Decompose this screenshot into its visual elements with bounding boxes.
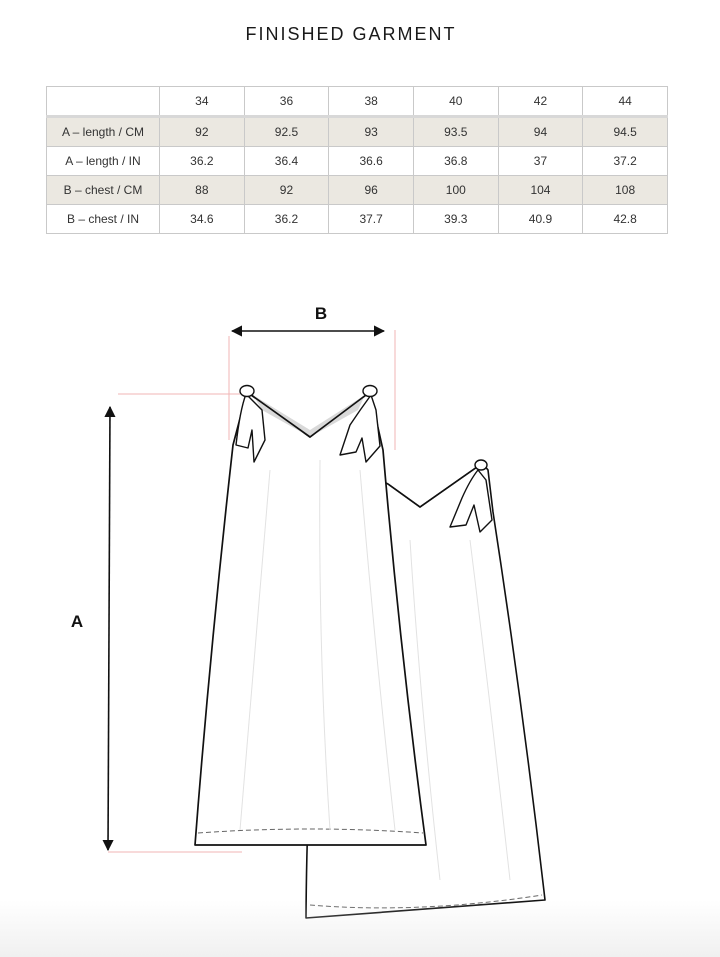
table-cell: 94 bbox=[498, 117, 583, 147]
front-dress-body bbox=[195, 392, 426, 845]
header-cell-size: 42 bbox=[498, 87, 583, 117]
table-cell: 36.2 bbox=[244, 205, 329, 234]
header-cell-size: 44 bbox=[583, 87, 668, 117]
table-cell: 36.6 bbox=[329, 147, 414, 176]
row-label: B – chest / IN bbox=[47, 205, 160, 234]
front-dress-knot-left bbox=[240, 386, 254, 397]
table-cell: 108 bbox=[583, 176, 668, 205]
table-cell: 37 bbox=[498, 147, 583, 176]
header-cell-size: 38 bbox=[329, 87, 414, 117]
header-cell-size: 40 bbox=[413, 87, 498, 117]
table-cell: 42.8 bbox=[583, 205, 668, 234]
table-cell: 93 bbox=[329, 117, 414, 147]
row-label: A – length / CM bbox=[47, 117, 160, 147]
dimension-arrow-a bbox=[108, 407, 110, 850]
front-dress-knot-right bbox=[363, 386, 377, 397]
table-cell: 92 bbox=[244, 176, 329, 205]
header-cell-size: 36 bbox=[244, 87, 329, 117]
table-cell: 94.5 bbox=[583, 117, 668, 147]
table-cell: 92.5 bbox=[244, 117, 329, 147]
table-cell: 104 bbox=[498, 176, 583, 205]
page-title: FINISHED GARMENT bbox=[245, 24, 457, 44]
table-cell: 36.4 bbox=[244, 147, 329, 176]
row-label: A – length / IN bbox=[47, 147, 160, 176]
table-cell: 92 bbox=[160, 117, 245, 147]
table-cell: 36.2 bbox=[160, 147, 245, 176]
table-cell: 39.3 bbox=[413, 205, 498, 234]
table-cell: 100 bbox=[413, 176, 498, 205]
row-label: B – chest / CM bbox=[47, 176, 160, 205]
header-cell-size: 34 bbox=[160, 87, 245, 117]
table-cell: 93.5 bbox=[413, 117, 498, 147]
back-dress-knot bbox=[475, 460, 487, 470]
table-cell: 34.6 bbox=[160, 205, 245, 234]
front-dress-illustration bbox=[195, 386, 426, 846]
dimension-label-a: A bbox=[70, 612, 84, 631]
table-cell: 88 bbox=[160, 176, 245, 205]
table-cell: 36.8 bbox=[413, 147, 498, 176]
dimension-label-b: B bbox=[314, 304, 328, 323]
table-cell: 37.2 bbox=[583, 147, 668, 176]
table-cell: 40.9 bbox=[498, 205, 583, 234]
table-cell: 96 bbox=[329, 176, 414, 205]
table-cell: 37.7 bbox=[329, 205, 414, 234]
